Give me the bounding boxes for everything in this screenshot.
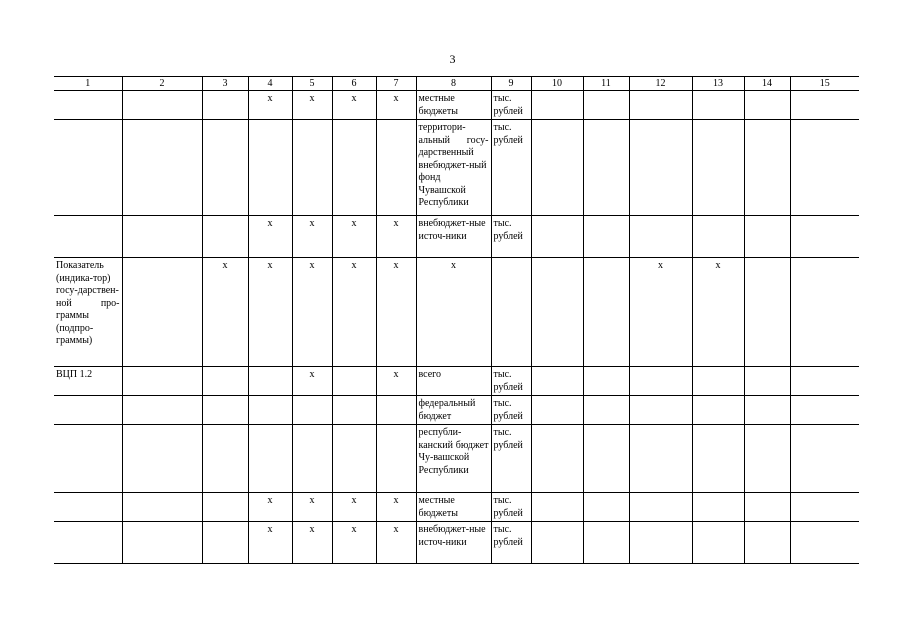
cell-col-6	[332, 367, 376, 396]
cell-col-9: тыс. рублей	[491, 120, 531, 216]
empty-cell	[531, 91, 583, 120]
header-cell: 15	[790, 77, 859, 91]
cell-col-7: x	[376, 493, 416, 522]
budget-table	[54, 76, 859, 564]
cell-col-12	[629, 396, 692, 425]
cell-col-5: x	[292, 216, 332, 258]
cell-col-13	[692, 120, 744, 216]
table-row	[54, 91, 859, 120]
empty-cell	[790, 91, 859, 120]
cell-col-8: федеральный бюджет	[416, 396, 491, 425]
table-row	[54, 258, 859, 367]
table-row	[54, 396, 859, 425]
empty-cell	[790, 216, 859, 258]
cell-col-5	[292, 120, 332, 216]
cell-col-5: x	[292, 91, 332, 120]
header-cell: 2	[122, 77, 202, 91]
cell-col-9: тыс. рублей	[491, 425, 531, 493]
cell-col-9: тыс. рублей	[491, 367, 531, 396]
empty-cell	[583, 258, 629, 367]
page-number: 3	[449, 52, 456, 66]
header-cell: 8	[416, 77, 491, 91]
cell-col-12	[629, 120, 692, 216]
empty-cell	[744, 91, 790, 120]
cell-col-12: x	[629, 258, 692, 367]
header-cell: 14	[744, 77, 790, 91]
cell-col-6	[332, 120, 376, 216]
empty-cell	[790, 258, 859, 367]
empty-cell	[122, 216, 202, 258]
empty-cell	[122, 258, 202, 367]
cell-col-1	[54, 91, 122, 120]
header-cell: 6	[332, 77, 376, 91]
header-cell: 3	[202, 77, 248, 91]
empty-cell	[531, 493, 583, 522]
empty-cell	[790, 425, 859, 493]
cell-col-8: x	[416, 258, 491, 367]
cell-col-1	[54, 425, 122, 493]
cell-col-3	[202, 396, 248, 425]
cell-col-8: всего	[416, 367, 491, 396]
cell-col-7	[376, 120, 416, 216]
cell-col-13	[692, 367, 744, 396]
cell-col-5: x	[292, 522, 332, 564]
header-cell: 13	[692, 77, 744, 91]
empty-cell	[583, 367, 629, 396]
cell-col-3: x	[202, 258, 248, 367]
empty-cell	[744, 258, 790, 367]
cell-col-8: местные бюджеты	[416, 493, 491, 522]
empty-cell	[790, 120, 859, 216]
empty-cell	[583, 396, 629, 425]
cell-col-3	[202, 425, 248, 493]
cell-col-4: x	[248, 522, 292, 564]
cell-col-13: x	[692, 258, 744, 367]
cell-col-1	[54, 120, 122, 216]
cell-col-12	[629, 367, 692, 396]
empty-cell	[531, 216, 583, 258]
cell-col-9: тыс. рублей	[491, 396, 531, 425]
header-row	[54, 77, 859, 91]
cell-col-12	[629, 425, 692, 493]
empty-cell	[744, 216, 790, 258]
empty-cell	[122, 522, 202, 564]
cell-col-1	[54, 493, 122, 522]
cell-col-1	[54, 396, 122, 425]
empty-cell	[531, 120, 583, 216]
header-cell: 1	[54, 77, 122, 91]
empty-cell	[790, 522, 859, 564]
empty-cell	[744, 120, 790, 216]
cell-col-13	[692, 91, 744, 120]
cell-col-6: x	[332, 522, 376, 564]
cell-col-9: тыс. рублей	[491, 493, 531, 522]
cell-col-8: внебюджет-ные источ-ники	[416, 216, 491, 258]
cell-col-6: x	[332, 91, 376, 120]
cell-col-13	[692, 216, 744, 258]
table-row	[54, 522, 859, 564]
cell-col-13	[692, 493, 744, 522]
cell-col-3	[202, 367, 248, 396]
header-cell: 4	[248, 77, 292, 91]
cell-col-5: x	[292, 367, 332, 396]
cell-col-7: x	[376, 91, 416, 120]
empty-cell	[122, 493, 202, 522]
cell-col-7: x	[376, 367, 416, 396]
empty-cell	[583, 216, 629, 258]
cell-col-4: x	[248, 493, 292, 522]
empty-cell	[583, 91, 629, 120]
cell-col-1: ВЦП 1.2	[54, 367, 122, 396]
cell-col-8: внебюджет-ные источ-ники	[416, 522, 491, 564]
cell-col-9	[491, 258, 531, 367]
empty-cell	[744, 522, 790, 564]
cell-col-5	[292, 396, 332, 425]
empty-cell	[122, 367, 202, 396]
header-cell: 10	[531, 77, 583, 91]
cell-col-7	[376, 425, 416, 493]
cell-col-3	[202, 522, 248, 564]
cell-col-5: x	[292, 493, 332, 522]
cell-col-13	[692, 522, 744, 564]
empty-cell	[122, 396, 202, 425]
cell-col-13	[692, 396, 744, 425]
header-cell: 12	[629, 77, 692, 91]
table-row	[54, 120, 859, 216]
table-row	[54, 216, 859, 258]
cell-col-9: тыс. рублей	[491, 91, 531, 120]
cell-col-4	[248, 367, 292, 396]
empty-cell	[744, 493, 790, 522]
cell-col-1	[54, 216, 122, 258]
cell-col-12	[629, 493, 692, 522]
empty-cell	[744, 396, 790, 425]
cell-col-6: x	[332, 258, 376, 367]
cell-col-5: x	[292, 258, 332, 367]
table-row	[54, 493, 859, 522]
cell-col-12	[629, 216, 692, 258]
cell-col-6	[332, 396, 376, 425]
empty-cell	[790, 493, 859, 522]
empty-cell	[790, 367, 859, 396]
empty-cell	[122, 120, 202, 216]
cell-col-9: тыс. рублей	[491, 522, 531, 564]
cell-col-3	[202, 493, 248, 522]
cell-col-6: x	[332, 493, 376, 522]
empty-cell	[531, 258, 583, 367]
empty-cell	[583, 522, 629, 564]
empty-cell	[583, 493, 629, 522]
cell-col-7: x	[376, 258, 416, 367]
cell-col-12	[629, 522, 692, 564]
cell-col-12	[629, 91, 692, 120]
cell-col-13	[692, 425, 744, 493]
cell-col-3	[202, 120, 248, 216]
empty-cell	[583, 120, 629, 216]
cell-col-3	[202, 91, 248, 120]
empty-cell	[744, 425, 790, 493]
cell-col-6	[332, 425, 376, 493]
header-cell: 11	[583, 77, 629, 91]
empty-cell	[531, 425, 583, 493]
cell-col-1: Показатель (индика-тор) госу-дарствен-ной про-граммы (подпро-граммы)	[54, 258, 122, 367]
empty-cell	[531, 522, 583, 564]
empty-cell	[531, 396, 583, 425]
empty-cell	[583, 425, 629, 493]
cell-col-7	[376, 396, 416, 425]
cell-col-6: x	[332, 216, 376, 258]
cell-col-7: x	[376, 216, 416, 258]
cell-col-5	[292, 425, 332, 493]
header-cell: 5	[292, 77, 332, 91]
cell-col-4	[248, 120, 292, 216]
cell-col-3	[202, 216, 248, 258]
cell-col-9: тыс. рублей	[491, 216, 531, 258]
cell-col-4: x	[248, 91, 292, 120]
empty-cell	[531, 367, 583, 396]
cell-col-8: территори-альный госу-дарственный внебюджет-ный фонд Чувашской Республики	[416, 120, 491, 216]
empty-cell	[122, 425, 202, 493]
table-row	[54, 367, 859, 396]
cell-col-7: x	[376, 522, 416, 564]
cell-col-8: республи-канский бюджет Чу-вашской Республики	[416, 425, 491, 493]
header-cell: 9	[491, 77, 531, 91]
empty-cell	[122, 91, 202, 120]
empty-cell	[790, 396, 859, 425]
cell-col-4: x	[248, 216, 292, 258]
cell-col-1	[54, 522, 122, 564]
cell-col-8: местные бюджеты	[416, 91, 491, 120]
header-cell: 7	[376, 77, 416, 91]
table-row	[54, 425, 859, 493]
cell-col-4	[248, 425, 292, 493]
cell-col-4	[248, 396, 292, 425]
empty-cell	[744, 367, 790, 396]
cell-col-4: x	[248, 258, 292, 367]
